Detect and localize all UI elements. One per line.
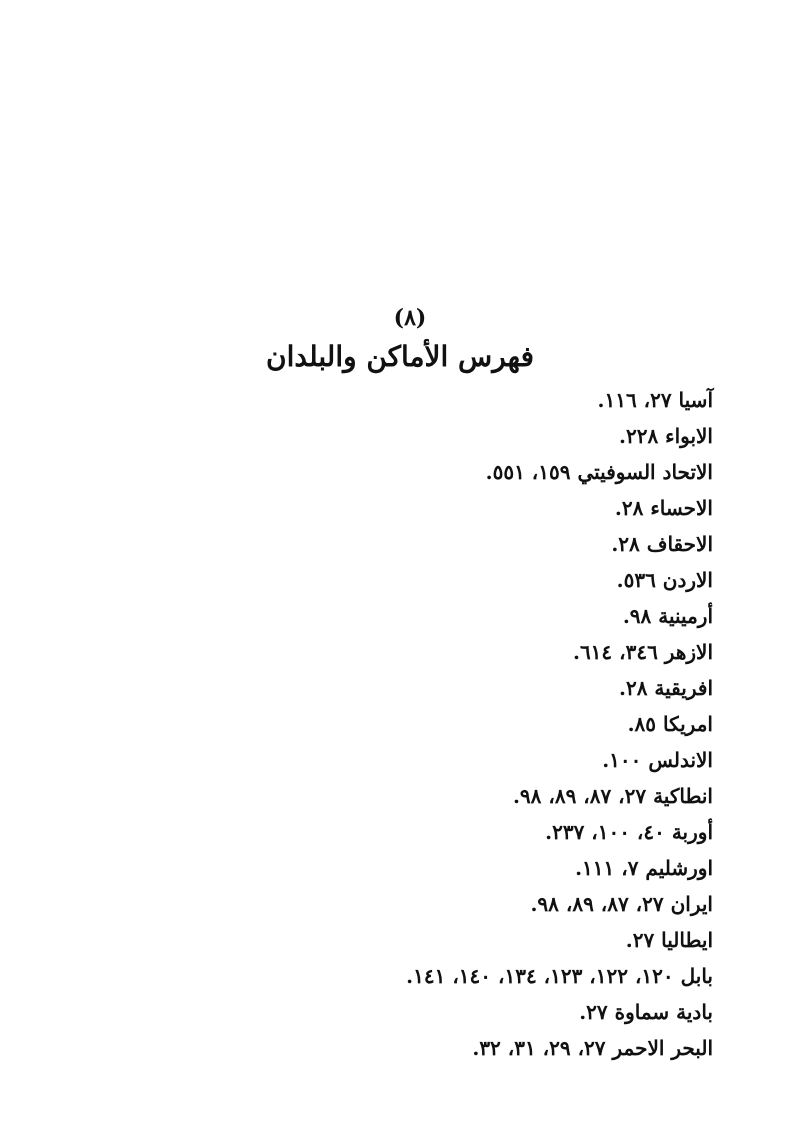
index-entry: الاحساء ٢٨. xyxy=(614,496,713,520)
index-entry: الاردن ٥٣٦. xyxy=(616,568,713,592)
index-entry: أرمينية ٩٨. xyxy=(622,604,713,628)
index-entry: ايران ٢٧، ٨٧، ٨٩، ٩٨. xyxy=(530,892,713,916)
index-entry: الابواء ٢٢٨. xyxy=(619,424,713,448)
index-entry: آسيا ٢٧، ١١٦. xyxy=(597,388,713,412)
index-entry: الاندلس ١٠٠. xyxy=(602,748,713,772)
index-entry: اورشليم ٧، ١١١. xyxy=(575,856,713,880)
index-entry: بابل ١٢٠، ١٢٢، ١٢٣، ١٣٤، ١٤٠، ١٤١. xyxy=(406,964,713,988)
index-entry: الاتحاد السوفيتي ١٥٩، ٥٥١. xyxy=(485,460,713,484)
section-number: (٨) xyxy=(393,305,427,331)
index-entry: افريقية ٢٨. xyxy=(618,676,713,700)
index-entry: البحر الاحمر ٢٧، ٢٩، ٣١، ٣٢. xyxy=(472,1036,713,1060)
places-index-list xyxy=(253,382,713,1066)
index-entry: امريكا ٨٥. xyxy=(627,712,713,736)
index-entry: ايطاليا ٢٧. xyxy=(625,928,713,952)
index-entry: الاحقاف ٢٨. xyxy=(611,532,713,556)
index-entry: أوربة ٤٠، ١٠٠، ٢٣٧. xyxy=(545,820,713,844)
index-entry: انطاكية ٢٧، ٨٧، ٨٩، ٩٨. xyxy=(512,784,713,808)
page-title: فهرس الأماكن والبلدان xyxy=(266,340,534,373)
index-entry: بادية سماوة ٢٧. xyxy=(579,1000,713,1024)
index-entry: الازهر ٣٤٦، ٦١٤. xyxy=(572,640,713,664)
